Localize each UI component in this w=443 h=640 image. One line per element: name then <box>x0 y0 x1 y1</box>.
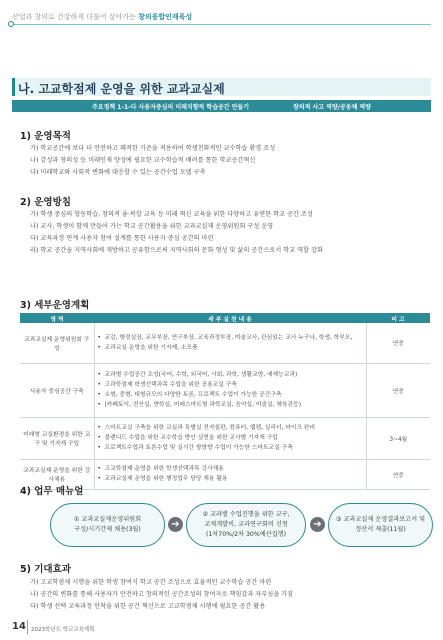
table-cell-area: 사용자 중심공간 구축 <box>20 363 94 417</box>
s1-item: 나) 감성과 창의성 등 미래인재 양성에 필요한 교수학습적 배려를 통한 학교공간혁신 <box>30 157 256 164</box>
policy-right: 창의적 사고 역량/공동체 역량 <box>292 104 371 111</box>
table-header-row <box>20 313 430 323</box>
header-accent: 창의융합인재육성 <box>138 13 193 21</box>
list-item: • 스마트교실 구축을 위한 교실과 특별실 전자칠판, 컴퓨터, 웹캠, 실리더, 마이크 완비 <box>98 423 363 433</box>
policy-bar <box>12 100 431 112</box>
table-cell-note: 3~4월 <box>366 417 430 459</box>
s2-item: 나) 교사, 학생이 함께 만들어 가는 학교 공간활용을 위한 교과교실제 운영위원회 구성 운영 <box>30 223 274 230</box>
flow-step-3 <box>328 503 433 547</box>
arrow-right-icon: ➔ <box>168 517 183 532</box>
table-cell-content <box>94 323 366 363</box>
flow-step-text: 정산서 제출(11월) <box>355 526 406 533</box>
list-item: • 교감, 행정실장, 교무부장, 연구부장, 교육과정부장, 미술교사, 관심있는 교사 누구나, 학생, 학부모, <box>98 333 363 343</box>
header-dot-icon <box>8 21 14 27</box>
list-item: • 프로젝트수업과 토론수업 및 실시간 쌍방향 수업이 가능한 스마트교실 구축 <box>98 443 363 453</box>
s1-item: 가) 학교공간에 보다 더 안전하고 쾌적한 기준을 적용하여 학생친화적인 교수학습 환경 조성 <box>30 145 276 152</box>
operations-table <box>20 313 430 490</box>
table-cell-area: 교과교실제 운영을 위한 강사채용 <box>20 459 94 489</box>
flow-step-text: ② 교과별 수업진행을 위한 교구, <box>202 511 290 518</box>
flow-step-text: (1차70%/2차 30%예산집행) <box>205 531 287 538</box>
section-title-bar <box>12 78 431 96</box>
policy-left: 주요정책 1-1-다 사용자중심의 미래지향적 학습공간 만들기 <box>92 104 250 111</box>
flow-step-2 <box>186 503 306 547</box>
s2-item: 가) 학생 중심의 협동학습, 창의적 융·복합 교육 등 미래 혁신 교육을 위한 다양하고 유연한 학교 공간 조성 <box>30 211 313 218</box>
header-prefix: 산업과 창의로 건강하게 더불어 살아가는 <box>12 13 136 21</box>
s5-item: 나) 공간의 변화를 통해 사용자가 안전하고 창의적인 공간조성의 참여자로 책임감과 자부심을 가짐 <box>30 591 294 598</box>
flow-step-text: 구성/시기간제 채용(3월) <box>74 526 141 533</box>
table-cell-content <box>94 459 366 489</box>
list-item: • 교과교실제 운영을 위한 행정업무 담당 채용 활용 <box>98 474 363 484</box>
table-cell-content <box>94 363 366 417</box>
header-rule <box>10 24 431 25</box>
s5-title: 5) 기대효과 <box>20 564 71 575</box>
table-cell-note: 연중 <box>366 363 430 417</box>
section-title: 나. 고교학점제 운영을 위한 교과교실제 <box>18 82 225 96</box>
flow-step-text: ③ 교과교실제 운영결과보고서 및 <box>335 516 426 523</box>
flow-step-1 <box>50 503 165 547</box>
s5-item: 다) 학생 선택 교육과정 안착을 위한 공간 혁신으로 고교학점제 시행에 필요한 공간 활용 <box>30 603 266 610</box>
s4-title: 4) 업무 매뉴얼 <box>20 486 84 497</box>
list-item: • (카페토익, 전산실, 면학실, 미래스마트형 과학교실, 음악실, 미술실, 체육관등) <box>98 400 363 410</box>
list-item: • 교과교실 운영을 위한 기자재, 소모품 <box>98 343 363 353</box>
s3-title: 3) 세부운영계획 <box>20 300 90 311</box>
table-cell-note: 연중 <box>366 459 430 489</box>
list-item: • 소형, 중형, 대형규모의 다양한 토론, 프로젝트 수업이 가능한 공간구축 <box>98 390 363 400</box>
table-cell-area: 교과교실제 운영위원회 구성 <box>20 323 94 363</box>
flow-step-text: ① 교과교실제운영위원회 <box>73 516 142 523</box>
list-item: • 고과학점제 학생선택과목 수업을 위한 공용교실 구축 <box>98 380 363 390</box>
list-item: • 교과별 수업공간 조성(국어, 수학, 외국어, 사회, 과학, 생활교양, 예체능교과) <box>98 370 363 380</box>
table-cell-area: 미래형 교실환경을 위한 교구 및 기자재 구입 <box>20 417 94 459</box>
footer-divider <box>27 620 28 634</box>
table-header: 비 고 <box>366 313 430 323</box>
table-row <box>20 417 430 459</box>
footer-text: 2023학년도 학교교육계획 <box>31 627 95 633</box>
table-row <box>20 363 430 417</box>
table-cell-content <box>94 417 366 459</box>
s2-item: 라) 학교 공간을 지역사회에 개방하고 공유함으로써 지역사회의 문화 형성 및 삶의 공간으로서 학교 역할 강화 <box>30 247 323 254</box>
table-header: 세 부 실 천 내 용 <box>94 313 366 323</box>
table-header: 영 역 <box>20 313 94 323</box>
list-item: • 고교학점제 운영을 위한 학생선택과목 강사채용 <box>98 464 363 474</box>
table-row <box>20 323 430 363</box>
s1-item: 다) 미래학교와 사회적 변화에 대응할 수 있는 공간수업 모델 구축 <box>30 169 206 176</box>
s2-item: 다) 교육과정 연계 사용자 참여 설계를 통한 사용자 중심 공간의 마련 <box>30 235 214 242</box>
flow-step-text: 교재개발비, 교과연구회비 신청 <box>204 521 288 528</box>
arrow-right-icon: ➔ <box>310 517 325 532</box>
s1-title: 1) 운영목적 <box>20 131 71 142</box>
page-number: 14 <box>12 621 26 632</box>
s5-item: 가) 고교학점제 시행을 위한 학생 참여식 학교 공간 조성으로 효율적인 교수학습 공간 마련 <box>30 579 272 586</box>
table-cell-note: 연중 <box>366 323 430 363</box>
list-item: • 블렌디드 수업을 위한 교수학습 방안 실현을 위한 교사별 기자재 구입 <box>98 433 363 443</box>
s2-title: 2) 운영방침 <box>20 197 71 208</box>
running-header <box>12 12 192 22</box>
